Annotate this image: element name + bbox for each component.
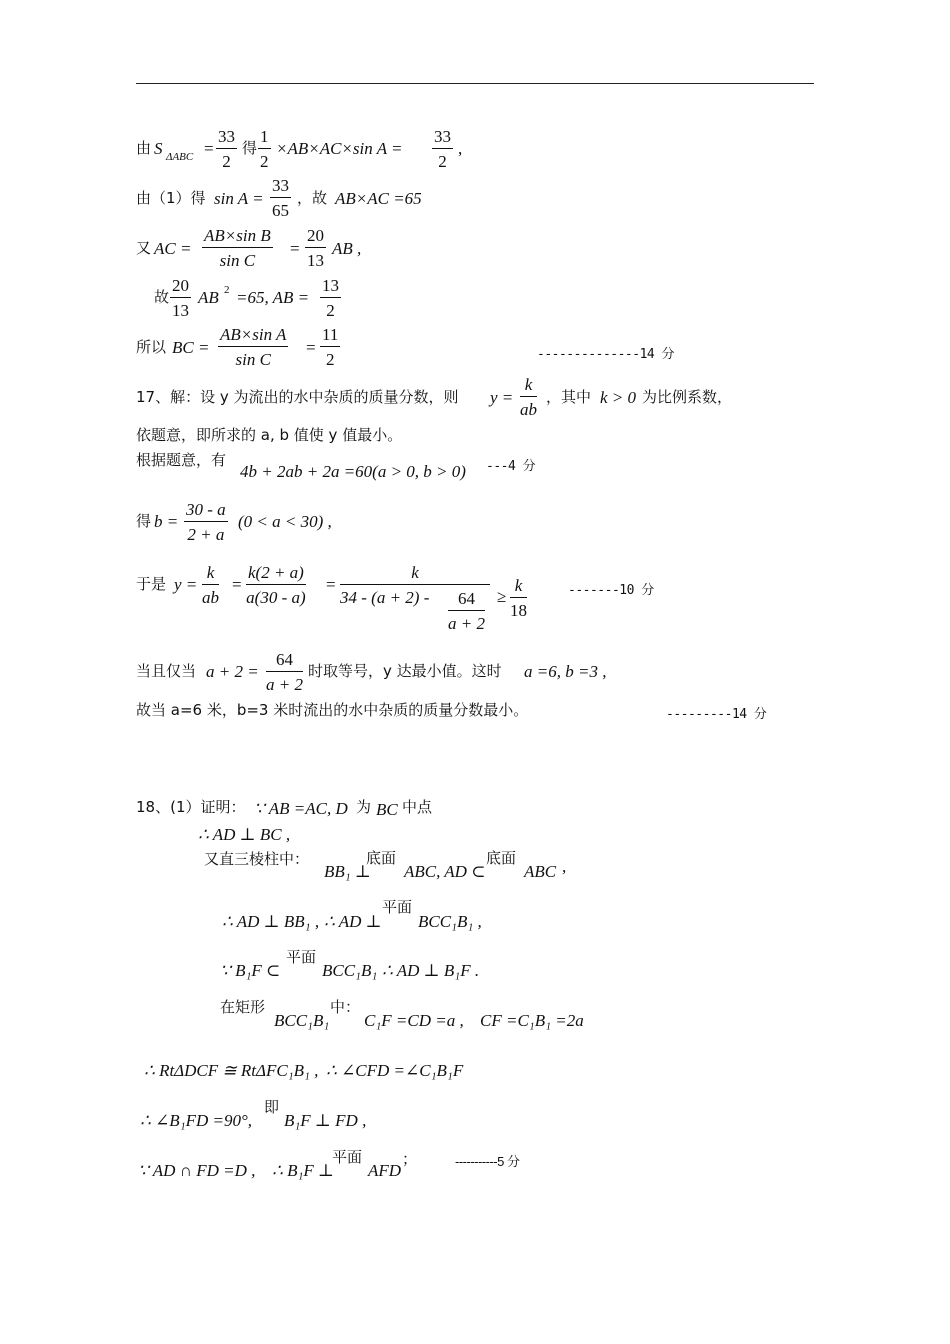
math-c1f: C₁F =CD =a , [364, 1011, 464, 1030]
text-qizhong: ，其中 [546, 388, 592, 406]
math-expr: AC = [154, 239, 192, 258]
text-pingmian: 平面 [382, 898, 413, 916]
fraction-20-13: 20 13 [307, 226, 324, 270]
math-expr: ×AB×AC×sin A = [276, 139, 403, 158]
math-expr2: AB×AC =65 [335, 189, 422, 208]
fraction-20-13: 20 13 [172, 276, 189, 320]
text-conclusion: 故当 a=6 米，b=3 米时流出的水中杂质的质量分数最小。 [136, 701, 529, 719]
text-dimian: 底面 [486, 849, 517, 867]
score-marker: --------------14 分 [537, 347, 675, 362]
text-de: 得 [242, 139, 258, 157]
math-abc: ABC [524, 862, 557, 881]
math-ad-perp-b1f: ∴ AD ⊥ B₁F . [382, 961, 480, 980]
fraction-13-2: 13 2 [322, 276, 339, 320]
math-bcc1b1: BCC₁B₁ [322, 961, 378, 980]
math-b: b = [154, 512, 179, 531]
math-angle-eq: ∴ ∠CFD =∠C₁B₁F [326, 1061, 464, 1080]
text-rectangle: 在矩形 [220, 998, 266, 1016]
math-ab: AB [198, 288, 219, 307]
text-yushi: 于是 [136, 575, 167, 593]
math-cf: CF =C₁B₁ =2a [480, 1011, 584, 1030]
fraction-33-65: 33 65 [272, 176, 289, 220]
text-17-intro: 17、解：设 y 为流出的水中杂质的质量分数，则 [136, 388, 459, 406]
math-ad-perp-bb1: ∴ AD ⊥ BB₁ , [222, 912, 320, 931]
math-eq: = [326, 575, 336, 594]
text-de: 得 [136, 512, 152, 530]
math-subscript: ΔABC [166, 151, 194, 163]
fraction-33-2: 33 2 [218, 127, 235, 171]
math-abc-ad: ABC, AD ⊂ [404, 862, 486, 881]
math-ad-perp: ∴ AD ⊥ [324, 912, 382, 931]
math-b1f-perp-fd: B₁F ⊥ FD , [284, 1111, 367, 1130]
text-semicolon: ； [402, 1150, 418, 1168]
text-zhong: 中： [330, 998, 361, 1016]
text-17-line3: 根据题意，有 [136, 451, 227, 469]
fraction-b: 30 - a 2 + a [186, 500, 226, 544]
fraction-k2a: k(2 + a) a(30 - a) [246, 563, 306, 607]
fraction-ab-sina: AB×sin A sin C [220, 325, 287, 369]
math-sup: 2 [224, 284, 230, 296]
text-midpoint: 中点 [402, 798, 433, 816]
math-eq: = [290, 239, 300, 258]
text-equality: 时取等号，y 达最小值。这时 [308, 662, 502, 680]
fraction-k-18: k 18 [510, 576, 527, 620]
header-rule [136, 83, 814, 84]
math-b1f-subset: ∵ B₁F ⊂ [220, 961, 281, 980]
fraction-64-a2: 64 a + 2 [266, 650, 303, 694]
fraction-11-2: 11 2 [322, 325, 339, 369]
math-ab-ac: ∵ AB =AC, D [254, 799, 348, 818]
math-eq: = [306, 338, 316, 357]
fraction-64-a2: 64 a + 2 [448, 589, 485, 633]
math-s: S [154, 139, 163, 158]
math-expr: sin A = [214, 189, 264, 208]
text-lead: 所以 [136, 338, 167, 356]
text-comma: , [562, 857, 567, 876]
text-ji: 即 [264, 1098, 280, 1116]
score-marker: -----------5 分 [455, 1154, 520, 1169]
math-angle-90: ∴ ∠B₁FD =90°, [140, 1111, 253, 1130]
math-eq: = [232, 575, 242, 594]
fraction-k-ab: k ab [520, 375, 537, 419]
math-tail: AB , [332, 239, 362, 258]
text-tail: , [458, 139, 463, 158]
math-bc: BC [376, 800, 398, 819]
score-marker: -------10 分 [568, 583, 654, 598]
text-wei: 为 [356, 798, 372, 816]
score-marker: ---------14 分 [666, 707, 767, 722]
text-lead: 故 [154, 288, 170, 306]
math-bb1: BB₁ ⊥ [324, 862, 371, 881]
math-answer: a =6, b =3 , [524, 662, 607, 681]
math-range: (0 < a < 30) , [238, 512, 332, 531]
math-y: y = [490, 388, 514, 407]
text-tail: ，故 [297, 189, 328, 207]
text-lead: 由 [136, 139, 152, 157]
text-lead: 由（1）得 [136, 189, 206, 207]
math-afd: AFD [368, 1161, 402, 1180]
fraction-k-ab: k ab [202, 563, 219, 607]
math-constraint: 4b + 2ab + 2a =60(a > 0, b > 0) [240, 462, 466, 481]
fraction-k-complex: k 34 - (a + 2) - [340, 564, 490, 606]
text-lead: 又 [136, 239, 152, 257]
fraction-ab-sinb: AB×sin B sin C [204, 226, 271, 270]
text-pingmian: 平面 [286, 948, 317, 966]
text-prism: 又直三棱柱中： [204, 850, 310, 868]
text-dangqie: 当且仅当 [136, 662, 197, 680]
text-18-intro: 18、(1）证明： [136, 798, 246, 816]
math-ad-perp-bc: ∴ AD ⊥ BC , [198, 825, 291, 844]
math-intersection: ∵ AD ∩ FD =D , [138, 1161, 256, 1180]
math-y: y = [174, 575, 198, 594]
math-b1f-perp: ∴ B₁F ⊥ [272, 1161, 334, 1180]
math-ge: ≥ [497, 587, 507, 606]
math-bcc1b1: BCC₁B₁ , [418, 912, 482, 931]
text-pingmian: 平面 [332, 1148, 363, 1166]
score-marker: ---4 分 [486, 459, 536, 474]
math-a2: a + 2 = [206, 662, 259, 681]
text-dimian: 底面 [366, 849, 397, 867]
fraction-33-2-b: 33 2 [434, 127, 451, 171]
text-coefficient: 为比例系数， [642, 388, 733, 406]
math-congruent: ∴ RtΔDCF ≅ RtΔFC₁B₁ , [144, 1061, 319, 1080]
text-17-line2: 依题意，即所求的 a, b 值使 y 值最小。 [136, 426, 403, 444]
math-k-positive: k > 0 [600, 388, 637, 407]
math-expr: BC = [172, 338, 210, 357]
math-expr2: =65, AB = [236, 288, 310, 307]
fraction-1-2: 1 2 [260, 127, 269, 171]
math-eq: = [204, 139, 214, 158]
math-bcc1b1: BCC₁B₁ [274, 1011, 330, 1030]
